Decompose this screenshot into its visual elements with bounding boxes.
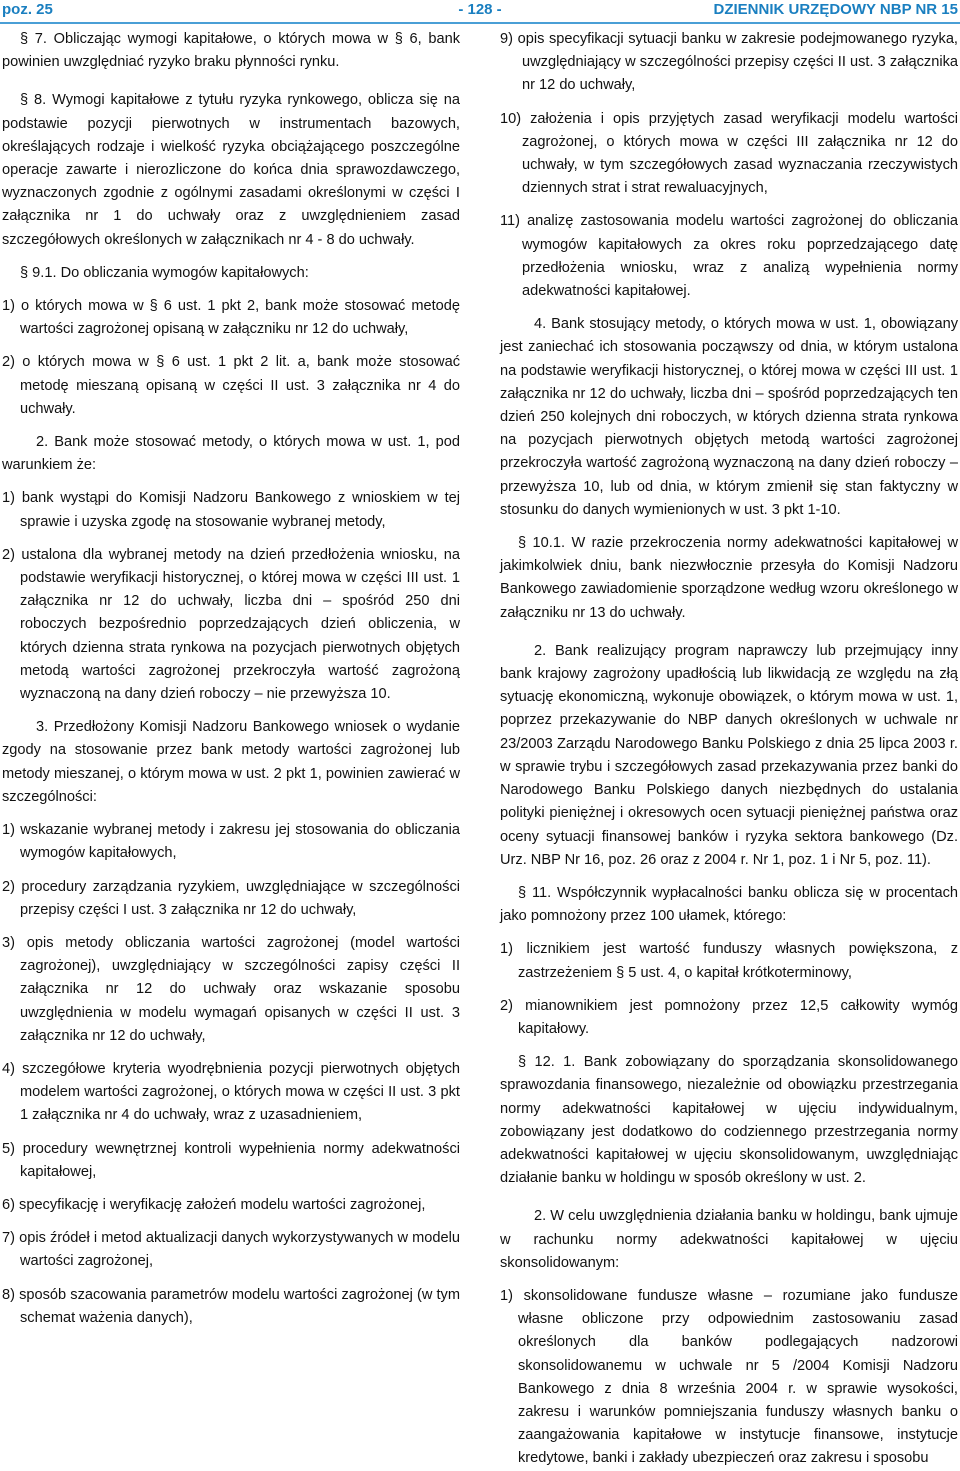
paragraph: 1) o których mowa w § 6 ust. 1 pkt 2, bank może stosować metodę wartości zagrożonej opisaną w załączniku nr 12 do uchwały, — [2, 298, 460, 338]
paragraph: 1) skonsolidowane fundusze własne – rozumiane jako fundusze własne obliczone przy odpowiednim zastosowaniu zasad określonych dla banków podlegających nadzorowi skonsolidowanemu w uchwale nr 5 /2004 Komisji Nadzoru Bankowego z dnia 8 września 2004 r. w sprawie wysokości, zakresu i warunków pomniejszania funduszy własnych banku o zaangażowania kapitałowe w instytucje finansowe, instytucje kredytowe, banki i zakłady ubezpieczeń oraz zakresu i sposobu — [500, 1287, 958, 1467]
paragraph: 3. Przedłożony Komisji Nadzoru Bankowego wniosek o wydanie zgody na stosowanie przez bank metody wartości zagrożonej lub metody mieszanej, o którym mowa w ust. 2 pkt 1, powinien zawierać w szczególności: — [2, 719, 460, 805]
paragraph: § 8. Wymogi kapitałowe z tytułu ryzyka rynkowego, oblicza się na podstawie pozycji pierwotnych w instrumentach bazowych, określających rodzaje i wielkość ryzyka obciążającego poszczególne operacje zawarte i nierozliczone do końca dnia sprawozdawczego, wyznaczonych zgodnie z ogólnymi zasadami określonymi w części I załącznika nr 1 do uchwały oraz z uwzględnieniem zasad szczegółowych określonych w załącznikach nr 4 - 8 do uchwały. — [2, 92, 460, 248]
page-number: - 128 - — [458, 1, 502, 18]
paragraph: 4) szczegółowe kryteria wyodrębnienia pozycji pierwotnych objętych modelem wartości zagrożonej, o których mowa w części II ust. 3 pkt 1 załącznika nr 4 do uchwały, wraz z uzasadnieniem, — [2, 1060, 460, 1124]
paragraph: 8) sposób szacowania parametrów modelu wartości zagrożonej (w tym schemat ważenia danych), — [2, 1286, 460, 1326]
paragraph: § 12. 1. Bank zobowiązany do sporządzania skonsolidowanego sprawozdania finansowego, niezależnie od obowiązku przestrzegania normy adekwatności kapitałowej w ujęciu indywidualnym, zobowiązany jest dodatkowo do codziennego przestrzegania normy adekwatności kapitałowej w ujęciu skonsolidowanym, uwzględniając działanie banku w holdingu w sposób określony w ust. 2. — [500, 1054, 958, 1187]
paragraph: 2. Bank realizujący program naprawczy lub przejmujący inny bank krajowy zagrożony upadłością lub likwidacją ze względu na złą sytuację ekonomiczną, wykonuje obowiązek, o którym mowa w ust. 1, poprzez przekazywanie do NBP danych określonych w uchwale nr 23/2003 Zarządu Narodowego Banku Polskiego z dnia 25 lipca 2003 r. w sprawie trybu i szczegółowych zasad przekazywania przez banki do Narodowego Banku Polskiego danych niezbędnych do ustalania polityki pieniężnej i okresowych ocen sytuacji pieniężnej państwa oraz oceny sytuacji finansowej banków i ryzyka sektora bankowego (Dz. Urz. NBP Nr 16, poz. 26 oraz z 2004 r. Nr 1, poz. 1 i Nr 5, poz. 11). — [500, 642, 958, 868]
paragraph: § 10.1. W razie przekroczenia normy adekwatności kapitałowej w jakimkolwiek dniu, bank niezwłocznie przesyła do Komisji Nadzoru Bankowego zawiadomienie sporządzone według wzoru określonego w załączniku nr 13 do uchwały. — [500, 535, 958, 621]
paragraph: 6) specyfikację i weryfikację założeń modelu wartości zagrożonej, — [2, 1196, 426, 1213]
paragraph: 4. Bank stosujący metody, o których mowa w ust. 1, obowiązany jest zaniechać ich stosowania począwszy od dnia, w którym ustalona na podstawie weryfikacji historycznej, o której mowa w części III ust. 1 załącznika nr 12 do uchwały, liczba dni – spośród poprzedzających ten dzień 250 kolejnych dni roboczych, w których dzienna strata rynkowa na pozycjach pierwotnych objętych metodą wartości zagrożonej przekroczyła wartość zagrożoną wyznaczoną na dany dzień roboczy – przewyższa 10, lub od dnia, w którym zmienił się stan faktyczny w stosunku do danych wymienionych w ust. 3 pkt 1-10. — [500, 316, 958, 518]
paragraph: § 11. Współczynnik wypłacalności banku oblicza się w procentach jako pomnożony przez 100 ułamek, którego: — [500, 884, 958, 925]
paragraph: 2) ustalona dla wybranej metody na dzień przedłożenia wniosku, na podstawie weryfikacji historycznej, o której mowa w części III ust. 1 załącznika nr 12 do uchwały, liczba dni – spośród 250 dni roboczych bezpośrednio poprzedzających dzień obliczenia, w których dzienna strata rynkowa na pozycjach pierwotnych objętych metodą wartości zagrożonej przekroczyła wartość zagrożoną wyznaczoną na dany dzień roboczy – nie przewyższa 10. — [2, 546, 460, 703]
paragraph: 2) mianownikiem jest pomnożony przez 12,5 całkowity wymóg kapitałowy. — [500, 997, 958, 1037]
page-position-label: poz. 25 — [2, 1, 53, 18]
paragraph: 10) założenia i opis przyjętych zasad weryfikacji modelu wartości zagrożonej, o których mowa w części III załącznika nr 12 do uchwały, w tym szczegółowych zasad wyznaczania rzeczywistych dziennych strat i strat rewaluacyjnych, — [500, 110, 958, 197]
paragraph: § 9.1. Do obliczania wymogów kapitałowych: — [20, 264, 309, 281]
paragraph: 2) o których mowa w § 6 ust. 1 pkt 2 lit. a, bank może stosować metodę mieszaną opisaną w części II ust. 3 załącznika nr 4 do uchwały. — [2, 354, 460, 417]
paragraph: 1) wskazanie wybranej metody i zakresu jej stosowania do obliczania wymogów kapitałowych, — [2, 822, 460, 862]
paragraph: 5) procedury wewnętrznej kontroli wypełnienia normy adekwatności kapitałowej, — [2, 1140, 460, 1180]
paragraph: § 7. Obliczając wymogi kapitałowe, o których mowa w § 6, bank powinien uwzględniać ryzyko braku płynności rynku. — [2, 31, 460, 71]
paragraph: 1) bank wystąpi do Komisji Nadzoru Bankowego z wnioskiem w tej sprawie i uzyska zgodę na stosowanie wybranej metody, — [2, 490, 460, 530]
paragraph: 2. Bank może stosować metody, o których mowa w ust. 1, pod warunkiem że: — [2, 434, 460, 474]
journal-title: DZIENNIK URZĘDOWY NBP NR 15 — [713, 1, 958, 18]
paragraph: 7) opis źródeł i metod aktualizacji danych wykorzystywanych w modelu wartości zagrożonej, — [2, 1230, 460, 1270]
paragraph: 1) licznikiem jest wartość funduszy własnych powiększona, z zastrzeżeniem § 5 ust. 4, o kapitał krótkoterminowy, — [500, 941, 958, 981]
paragraph: 2) procedury zarządzania ryzykiem, uwzględniające w szczególności przepisy części I ust. 3 załącznika nr 12 do uchwały, — [2, 878, 460, 918]
paragraph: 3) opis metody obliczania wartości zagrożonej (model wartości zagrożonej), uwzględniający w szczególności zapisy części II załącznika nr 12 do uchwały oraz wskazanie sposobu uwzględnienia w modelu wymagań opisanych w części II ust. 3 załącznika nr 12 do uchwały, — [2, 934, 460, 1044]
left-text-column — [2, 28, 460, 1330]
page-header — [0, 0, 960, 24]
paragraph: 2. W celu uwzględnienia działania banku w holdingu, bank ujmuje w rachunku normy adekwatności kapitałowej w ujęciu skonsolidowanym: — [500, 1208, 958, 1271]
paragraph: 9) opis specyfikacji sytuacji banku w zakresie podejmowanego ryzyka, uwzględniający w szczególności przepisy części II ust. 3 załącznika nr 12 do uchwały, — [500, 31, 958, 94]
paragraph: 11) analizę zastosowania modelu wartości zagrożonej do obliczania wymogów kapitałowych za okres roku poprzedzającego datę przedłożenia wniosku, wraz z analizą wypełnienia normy adekwatności kapitałowej. — [500, 213, 958, 300]
right-text-column — [500, 28, 958, 1471]
